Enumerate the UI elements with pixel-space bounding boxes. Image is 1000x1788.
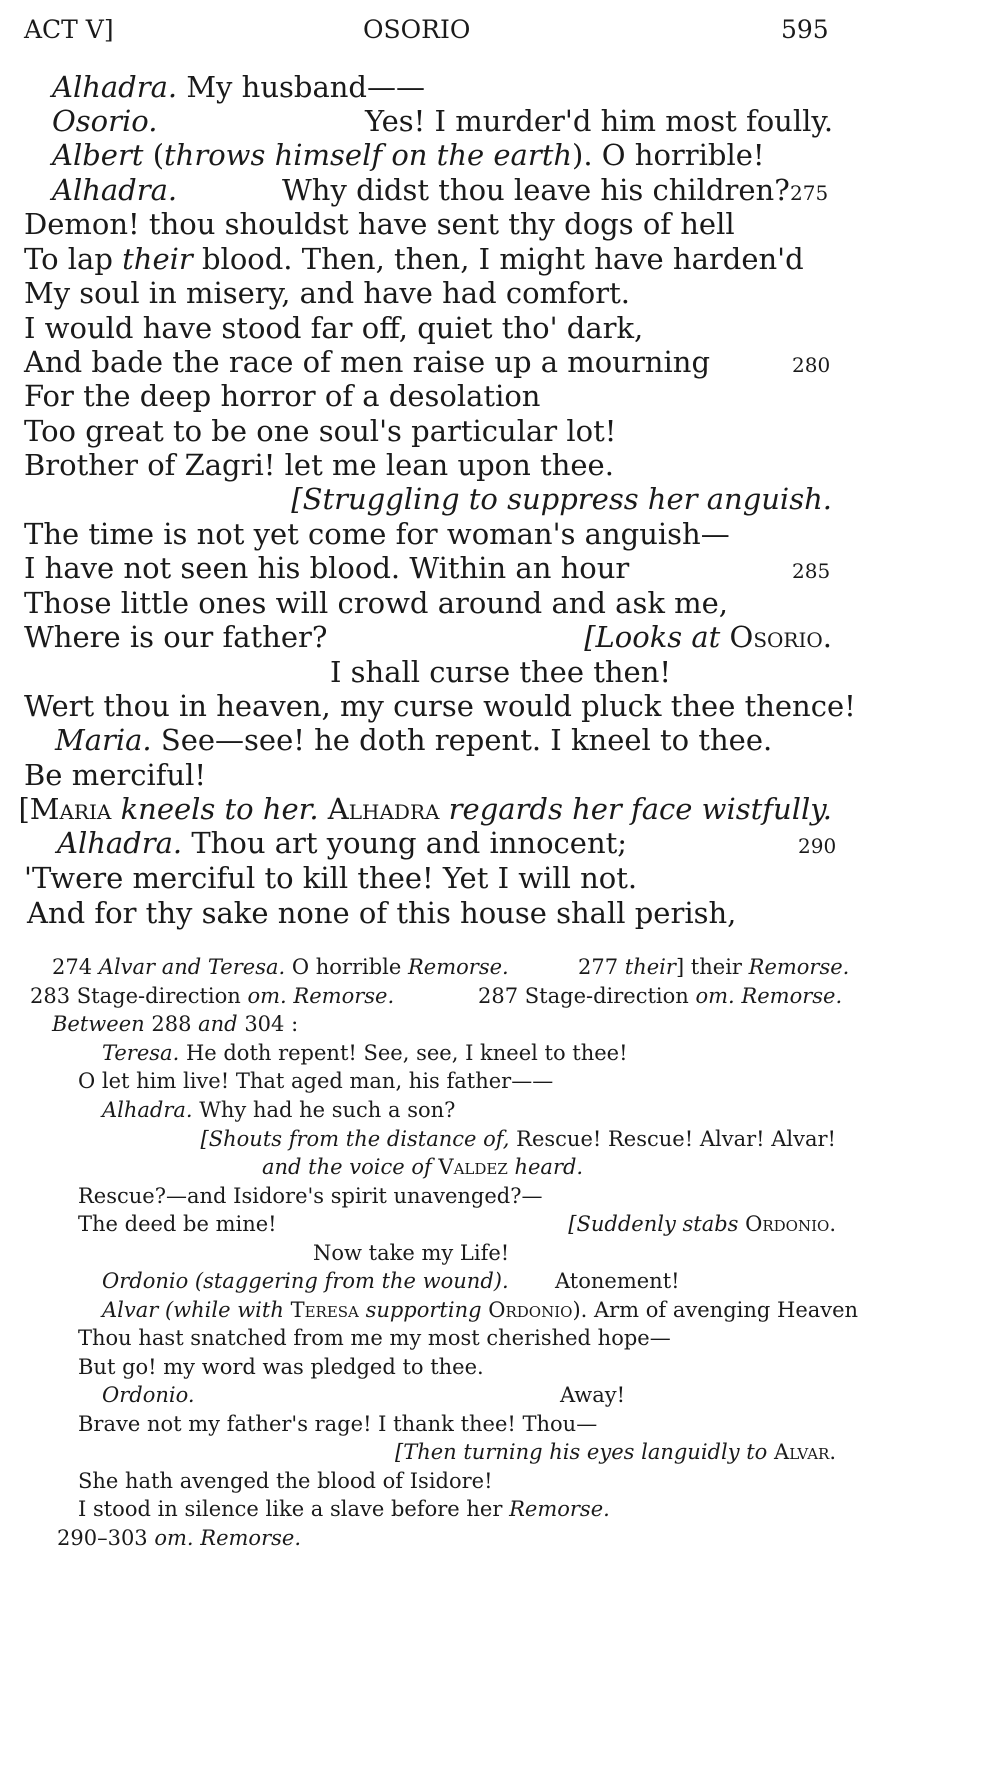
footnote-line: O let him live! That aged man, his father——	[78, 1069, 554, 1093]
verse-line: And for thy sake none of this house shall perish,	[27, 896, 737, 930]
verse-line: Be merciful!	[24, 758, 207, 792]
footnote: 283 Stage-direction om. Remorse.	[30, 984, 395, 1008]
footnote-line: Alhadra. Why had he such a son?	[102, 1098, 456, 1122]
verse-line: I would have stood far off, quiet tho' dark,	[24, 311, 644, 345]
verse-line	[52, 173, 178, 207]
verse-line: Wert thou in heaven, my curse would pluck thee thence!	[24, 689, 856, 723]
stage-direction: throws himself on the earth	[164, 138, 573, 172]
speaker-name: Maria.	[55, 723, 152, 757]
footnote: Between 288 and 304 :	[52, 1012, 299, 1036]
footnote: 274 Alvar and Teresa. O horrible Remorse.	[52, 955, 509, 979]
footnote-line: [Then turning his eyes languidly to Alvar.	[395, 1440, 836, 1464]
footnote-line: Brave not my father's rage! I thank thee! Thou—	[78, 1412, 598, 1436]
line-number: 285	[792, 559, 831, 583]
footnote-line: The deed be mine!	[78, 1212, 277, 1236]
verse-line: Brother of Zagri! let me lean upon thee.	[24, 448, 614, 482]
verse-line: Albert (throws himself on the earth). O horrible!	[52, 138, 765, 172]
speaker-name: Osorio.	[52, 104, 158, 138]
verse-line: I shall curse thee then!	[330, 655, 672, 689]
footnote-line: Alvar (while with Teresa supporting Ordonio). Arm of avenging Heaven	[102, 1298, 859, 1322]
footnote: 287 Stage-direction om. Remorse.	[478, 984, 843, 1008]
stage-direction: [Maria kneels to her. Alhadra regards her face wistfully.	[18, 792, 832, 826]
footnote-line: [Suddenly stabs Ordonio.	[568, 1212, 836, 1236]
footnote-line: Now take my Life!	[313, 1241, 510, 1265]
stage-direction: [Struggling to suppress her anguish.	[291, 482, 832, 516]
verse-line: 'Twere merciful to kill thee! Yet I will not.	[24, 861, 638, 895]
verse-line: The time is not yet come for woman's anguish—	[24, 517, 730, 551]
footnote-line: Thou hast snatched from me my most cherished hope—	[78, 1326, 671, 1350]
footnote-line: Ordonio.	[102, 1383, 195, 1407]
footnote-line: Atonement!	[555, 1269, 680, 1293]
verse-line: Too great to be one soul's particular lot!	[24, 414, 617, 448]
footnote-line: Teresa. He doth repent! See, see, I kneel to thee!	[102, 1041, 628, 1065]
footnote: 290–303 om. Remorse.	[57, 1526, 301, 1550]
running-head-title: OSORIO	[363, 15, 471, 44]
stage-direction: [Looks at Osorio.	[584, 620, 832, 654]
footnote-line: I stood in silence like a slave before her Remorse.	[78, 1497, 610, 1521]
verse-line	[52, 104, 158, 138]
verse-line: I have not seen his blood. Within an hour	[24, 551, 630, 585]
speaker-name: Alhadra.	[52, 70, 178, 104]
footnote-line: [Shouts from the distance of, Rescue! Rescue! Alvar! Alvar!	[200, 1127, 836, 1151]
verse-line: Where is our father?	[24, 620, 328, 654]
footnote-line: Rescue?—and Isidore's spirit unavenged?—	[78, 1184, 543, 1208]
speaker-name: Albert	[52, 138, 144, 172]
footnote-line: and the voice of Valdez heard.	[262, 1155, 584, 1179]
footnote-line: But go! my word was pledged to thee.	[78, 1355, 484, 1379]
verse-line: Why didst thou leave his children?	[282, 173, 790, 207]
verse-line: Alhadra. Thou art young and innocent;	[57, 826, 628, 860]
line-number: 275	[790, 181, 829, 205]
line-number: 290	[798, 834, 837, 858]
speaker-name: Alhadra.	[52, 173, 178, 207]
speaker-name: Alhadra.	[57, 826, 183, 860]
verse-line: For the deep horror of a desolation	[24, 379, 541, 413]
verse-line: My soul in misery, and have had comfort.	[24, 276, 630, 310]
verse-line: And bade the race of men raise up a mourning	[24, 345, 711, 379]
verse-line: Yes! I murder'd him most foully.	[365, 104, 834, 138]
page-number: 595	[781, 15, 829, 44]
footnote-line: Away!	[560, 1383, 626, 1407]
line-number: 280	[792, 353, 831, 377]
footnote-line: She hath avenged the blood of Isidore!	[78, 1469, 493, 1493]
footnote-line: Ordonio (staggering from the wound).	[102, 1269, 509, 1293]
running-head-act: ACT V]	[24, 15, 114, 44]
verse-line: Those little ones will crowd around and ask me,	[24, 586, 729, 620]
verse-line: Alhadra. My husband——	[52, 70, 425, 104]
footnote: 277 their] their Remorse.	[578, 955, 850, 979]
verse-line: To lap their blood. Then, then, I might have harden'd	[24, 242, 804, 276]
verse-line: Maria. See—see! he doth repent. I kneel to thee.	[55, 723, 773, 757]
verse-line: Demon! thou shouldst have sent thy dogs of hell	[24, 207, 735, 241]
